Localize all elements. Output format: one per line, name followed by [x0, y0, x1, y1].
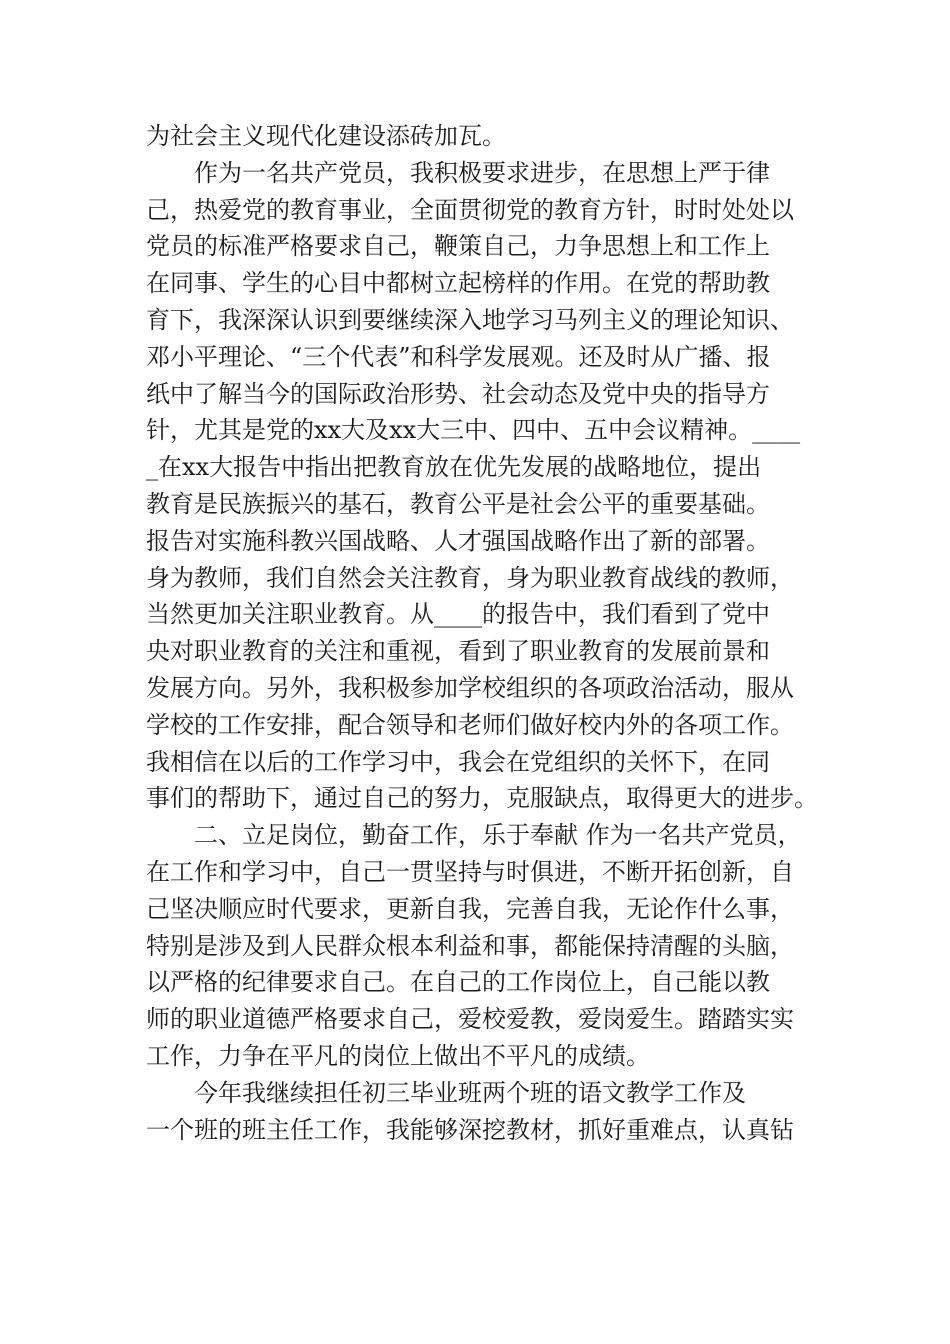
text-line: 发展方向。另外，我积极参加学校组织的各项政治活动，服从: [146, 673, 794, 702]
text-line: 当然更加关注职业教育。从____的报告中，我们看到了党中: [146, 600, 770, 629]
document-body: [146, 118, 818, 1148]
text-line: 二、立足岗位，勤奋工作，乐于奉献 作为一名共产党员，: [194, 821, 802, 850]
text-line: 我相信在以后的工作学习中，我会在党组织的关怀下，在同: [146, 747, 770, 776]
text-line: 一个班的班主任工作，我能够深挖教材，抓好重难点，认真钻: [146, 1115, 794, 1144]
text-line: 师的职业道德严格要求自己，爱校爱教，爱岗爱生。踏踏实实: [146, 1005, 794, 1034]
text-line: 在同事、学生的心目中都树立起榜样的作用。在党的帮助教: [146, 269, 770, 298]
text-line: 作为一名共产党员，我积极要求进步，在思想上严于律: [194, 158, 770, 187]
text-line: 今年我继续担任初三毕业班两个班的语文教学工作及: [194, 1078, 746, 1107]
text-line: 育下，我深深认识到要继续深入地学习马列主义的理论知识、: [146, 305, 794, 334]
text-line: _在xx大报告中指出把教育放在优先发展的战略地位，提出: [146, 453, 762, 482]
text-line: 特别是涉及到人民群众根本利益和事，都能保持清醒的头脑，: [146, 931, 794, 960]
text-line: 针，尤其是党的xx大及xx大三中、四中、五中会议精神。____: [146, 416, 801, 445]
text-line: 在工作和学习中，自己一贯坚持与时俱进，不断开拓创新，自: [146, 857, 794, 886]
text-line: 纸中了解当今的国际政治形势、社会动态及党中央的指导方: [146, 379, 770, 408]
text-line: 事们的帮助下，通过自己的努力，克服缺点，取得更大的进步。: [146, 784, 818, 813]
text-line: 己，热爱党的教育事业，全面贯彻党的教育方针，时时处处以: [146, 195, 794, 224]
text-line: 身为教师，我们自然会关注教育，身为职业教育战线的教师，: [146, 563, 794, 592]
text-line: 报告对实施科教兴国战略、人才强国战略作出了新的部署。: [146, 526, 770, 555]
text-line: 为社会主义现代化建设添砖加瓦。: [146, 122, 506, 150]
text-line: 央对职业教育的关注和重视，看到了职业教育的发展前景和: [146, 637, 770, 666]
text-line: 邓小平理论、“三个代表”和科学发展观。还及时从广播、报: [146, 342, 771, 371]
text-line: 学校的工作安排，配合领导和老师们做好校内外的各项工作。: [146, 710, 794, 739]
text-line: 己坚决顺应时代要求，更新自我，完善自我，无论作什么事，: [146, 894, 794, 923]
text-line: 教育是民族振兴的基石，教育公平是社会公平的重要基础。: [146, 489, 770, 518]
text-line: 党员的标准严格要求自己，鞭策自己，力争思想上和工作上: [146, 232, 770, 261]
text-line: 工作，力争在平凡的岗位上做出不平凡的成绩。: [146, 1041, 650, 1070]
text-line: 以严格的纪律要求自己。在自己的工作岗位上，自己能以教: [146, 968, 770, 997]
